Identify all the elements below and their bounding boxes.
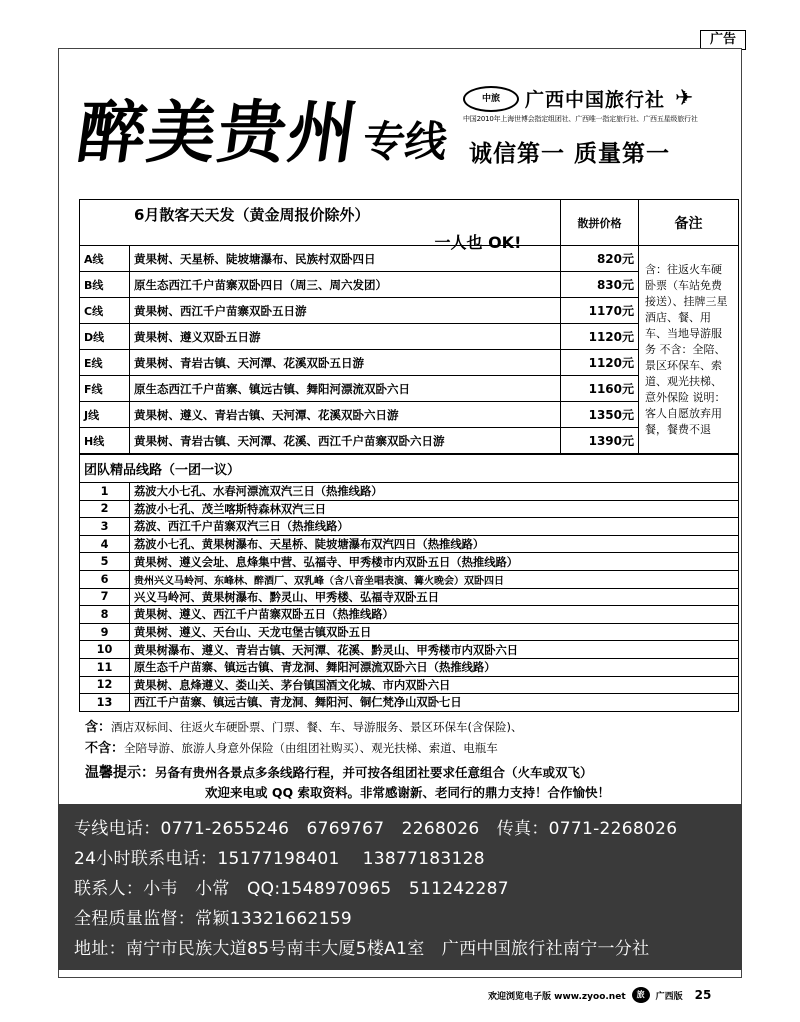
incl-label: 含： bbox=[85, 720, 112, 735]
page-footer bbox=[488, 987, 711, 1003]
table-row: J线 黄果树、遵义、青岩古镇、天河潭、花溪双卧六日游 1350元 bbox=[80, 402, 739, 428]
table-row: 1 荔波大小七孔、水春河漂流双汽三日（热推线路） bbox=[80, 483, 739, 501]
tips-line1: 另备有贵州各景点多条线路行程，并可按各组团社要求任意组合（火车或双飞） bbox=[155, 765, 593, 780]
table-row: 10 黄果树瀑布、遵义、青岩古镇、天河潭、花溪、黔灵山、甲秀楼市内双卧六日 bbox=[80, 641, 739, 659]
table-row: H线 黄果树、青岩古镇、天河潭、花溪、西江千户苗寨双卧六日游 1390元 bbox=[80, 428, 739, 454]
table-row: 4 荔波小七孔、黄果树瀑布、天星桥、陡坡塘瀑布双汽四日（热推线路） bbox=[80, 535, 739, 553]
tips-label: 温馨提示： bbox=[85, 765, 155, 781]
ad-tag: 广告 bbox=[700, 30, 746, 50]
slogan: 诚信第一 质量第一 bbox=[469, 140, 671, 167]
footer-text: 欢迎浏览电子版 www.zyoo.net bbox=[488, 991, 626, 1002]
table-row: 11 原生态千户苗寨、镇远古镇、青龙洞、舞阳河漂流双卧六日（热推线路） bbox=[80, 658, 739, 676]
agency-block bbox=[463, 85, 733, 124]
contact-phone: 专线电话：0771-2655246 6769767 2268026 传真：0771-2268026 bbox=[74, 819, 678, 839]
table-row: 3 荔波、西江千户苗寨双汽三日（热推线路） bbox=[80, 518, 739, 536]
group-table bbox=[79, 454, 739, 712]
table-row: 5 黄果树、遵义会址、息烽集中营、弘福寺、甲秀楼市内双卧五日（热推线路） bbox=[80, 553, 739, 571]
table-row: D线 黄果树、遵义双卧五日游 1120元 bbox=[80, 324, 739, 350]
contact-address: 地址：南宁市民族大道85号南丰大厦5楼A1室 广西中国旅行社南宁一分社 bbox=[74, 939, 650, 959]
contact-panel bbox=[58, 804, 742, 970]
table-row: A线 黄果树、天星桥、陡坡塘瀑布、民族村双卧四日 820元 含：往返火车硬卧票（车站免费接送）、挂牌三星酒店、餐、用车、当地导游服务 不含：全陪、景区环保车、索道、观光扶梯、意外保险 说明：客人自愿放弃用餐，餐费不退 bbox=[80, 246, 739, 272]
contact-people: 联系人：小韦 小常 QQ:1548970965 511242287 bbox=[74, 879, 509, 899]
page-number: 25 bbox=[694, 988, 712, 1002]
note-header: 备注 bbox=[639, 200, 739, 246]
agency-logo: 中旅 bbox=[463, 86, 519, 112]
table-row: 12 黄果树、息烽遵义、娄山关、茅台镇国酒文化城、市内双卧六日 bbox=[80, 676, 739, 694]
table-row: E线 黄果树、青岩古镇、天河潭、花溪双卧五日游 1120元 bbox=[80, 350, 739, 376]
price-table bbox=[79, 199, 739, 454]
table-row: 6 贵州兴义马岭河、东峰林、醉酒厂、双乳峰（含八音坐唱表演、篝火晚会）双卧四日 bbox=[80, 570, 739, 588]
agency-name: 广西中国旅行社 bbox=[525, 89, 666, 111]
tips-line2: 欢迎来电或 QQ 索取资料。非常感谢新、老同行的鼎力支持！合作愉快！ bbox=[205, 785, 610, 800]
table-row: 7 兴义马岭河、黄果树瀑布、黔灵山、甲秀楼、弘福寺双卧五日 bbox=[80, 588, 739, 606]
price-table-header: 6月散客天天发（黄金周报价除外） 一人也 OK! bbox=[80, 200, 561, 246]
ad-title bbox=[72, 79, 456, 176]
agency-desc: 中国2010年上海世博会指定组团社、广西唯一指定旅行社、广西五星级旅行社 bbox=[463, 115, 698, 123]
contact-supervisor: 全程质量监督：常颖13321662159 bbox=[74, 909, 352, 929]
price-header: 散拼价格 bbox=[561, 200, 639, 246]
contact-hotline: 24小时联系电话：15177198401 13877183128 bbox=[74, 849, 485, 869]
title-sub: 专线 bbox=[359, 117, 451, 166]
title-main: 醉美贵州 bbox=[72, 93, 364, 173]
table-row: B线 原生态西江千户苗寨双卧四日（周三、周六发团） 830元 bbox=[80, 272, 739, 298]
includes-section bbox=[85, 717, 725, 759]
table-row: 9 黄果树、遵义、天台山、天龙屯堡古镇双卧五日 bbox=[80, 623, 739, 641]
table-row: F线 原生态西江千户苗寨、镇远古镇、舞阳河漂流双卧六日 1160元 bbox=[80, 376, 739, 402]
incl-text: 酒店双标间、往返火车硬卧票、门票、餐、车、导游服务、景区环保车(含保险)、 bbox=[111, 720, 523, 734]
edition-icon: 旅 bbox=[632, 987, 650, 1003]
note-cell: 含：往返火车硬卧票（车站免费接送）、挂牌三星酒店、餐、用车、当地导游服务 不含：全陪、景区环保车、索道、观光扶梯、意外保险 说明：客人自愿放弃用餐，餐费不退 bbox=[639, 246, 739, 454]
edition-label: 广西版 bbox=[655, 991, 683, 1002]
table-row: C线 黄果树、西江千户苗寨双卧五日游 1170元 bbox=[80, 298, 739, 324]
table-row: 2 荔波小七孔、茂兰喀斯特森林双汽三日 bbox=[80, 500, 739, 518]
tips-section bbox=[85, 763, 735, 802]
group-table-header: 团队精品线路（一团一议） bbox=[80, 455, 739, 483]
excl-text: 全陪导游、旅游人身意外保险（由组团社购买）、观光扶梯、索道、电瓶车 bbox=[124, 741, 498, 755]
table-row: 13 西江千户苗寨、镇远古镇、青龙洞、舞阳河、铜仁梵净山双卧七日 bbox=[80, 694, 739, 712]
mascot-icon: ✈ bbox=[675, 86, 694, 111]
table-row: 8 黄果树、遵义、西江千户苗寨双卧五日（热推线路） bbox=[80, 606, 739, 624]
excl-label: 不含： bbox=[85, 741, 125, 756]
header-ok: 一人也 OK! bbox=[434, 232, 522, 252]
